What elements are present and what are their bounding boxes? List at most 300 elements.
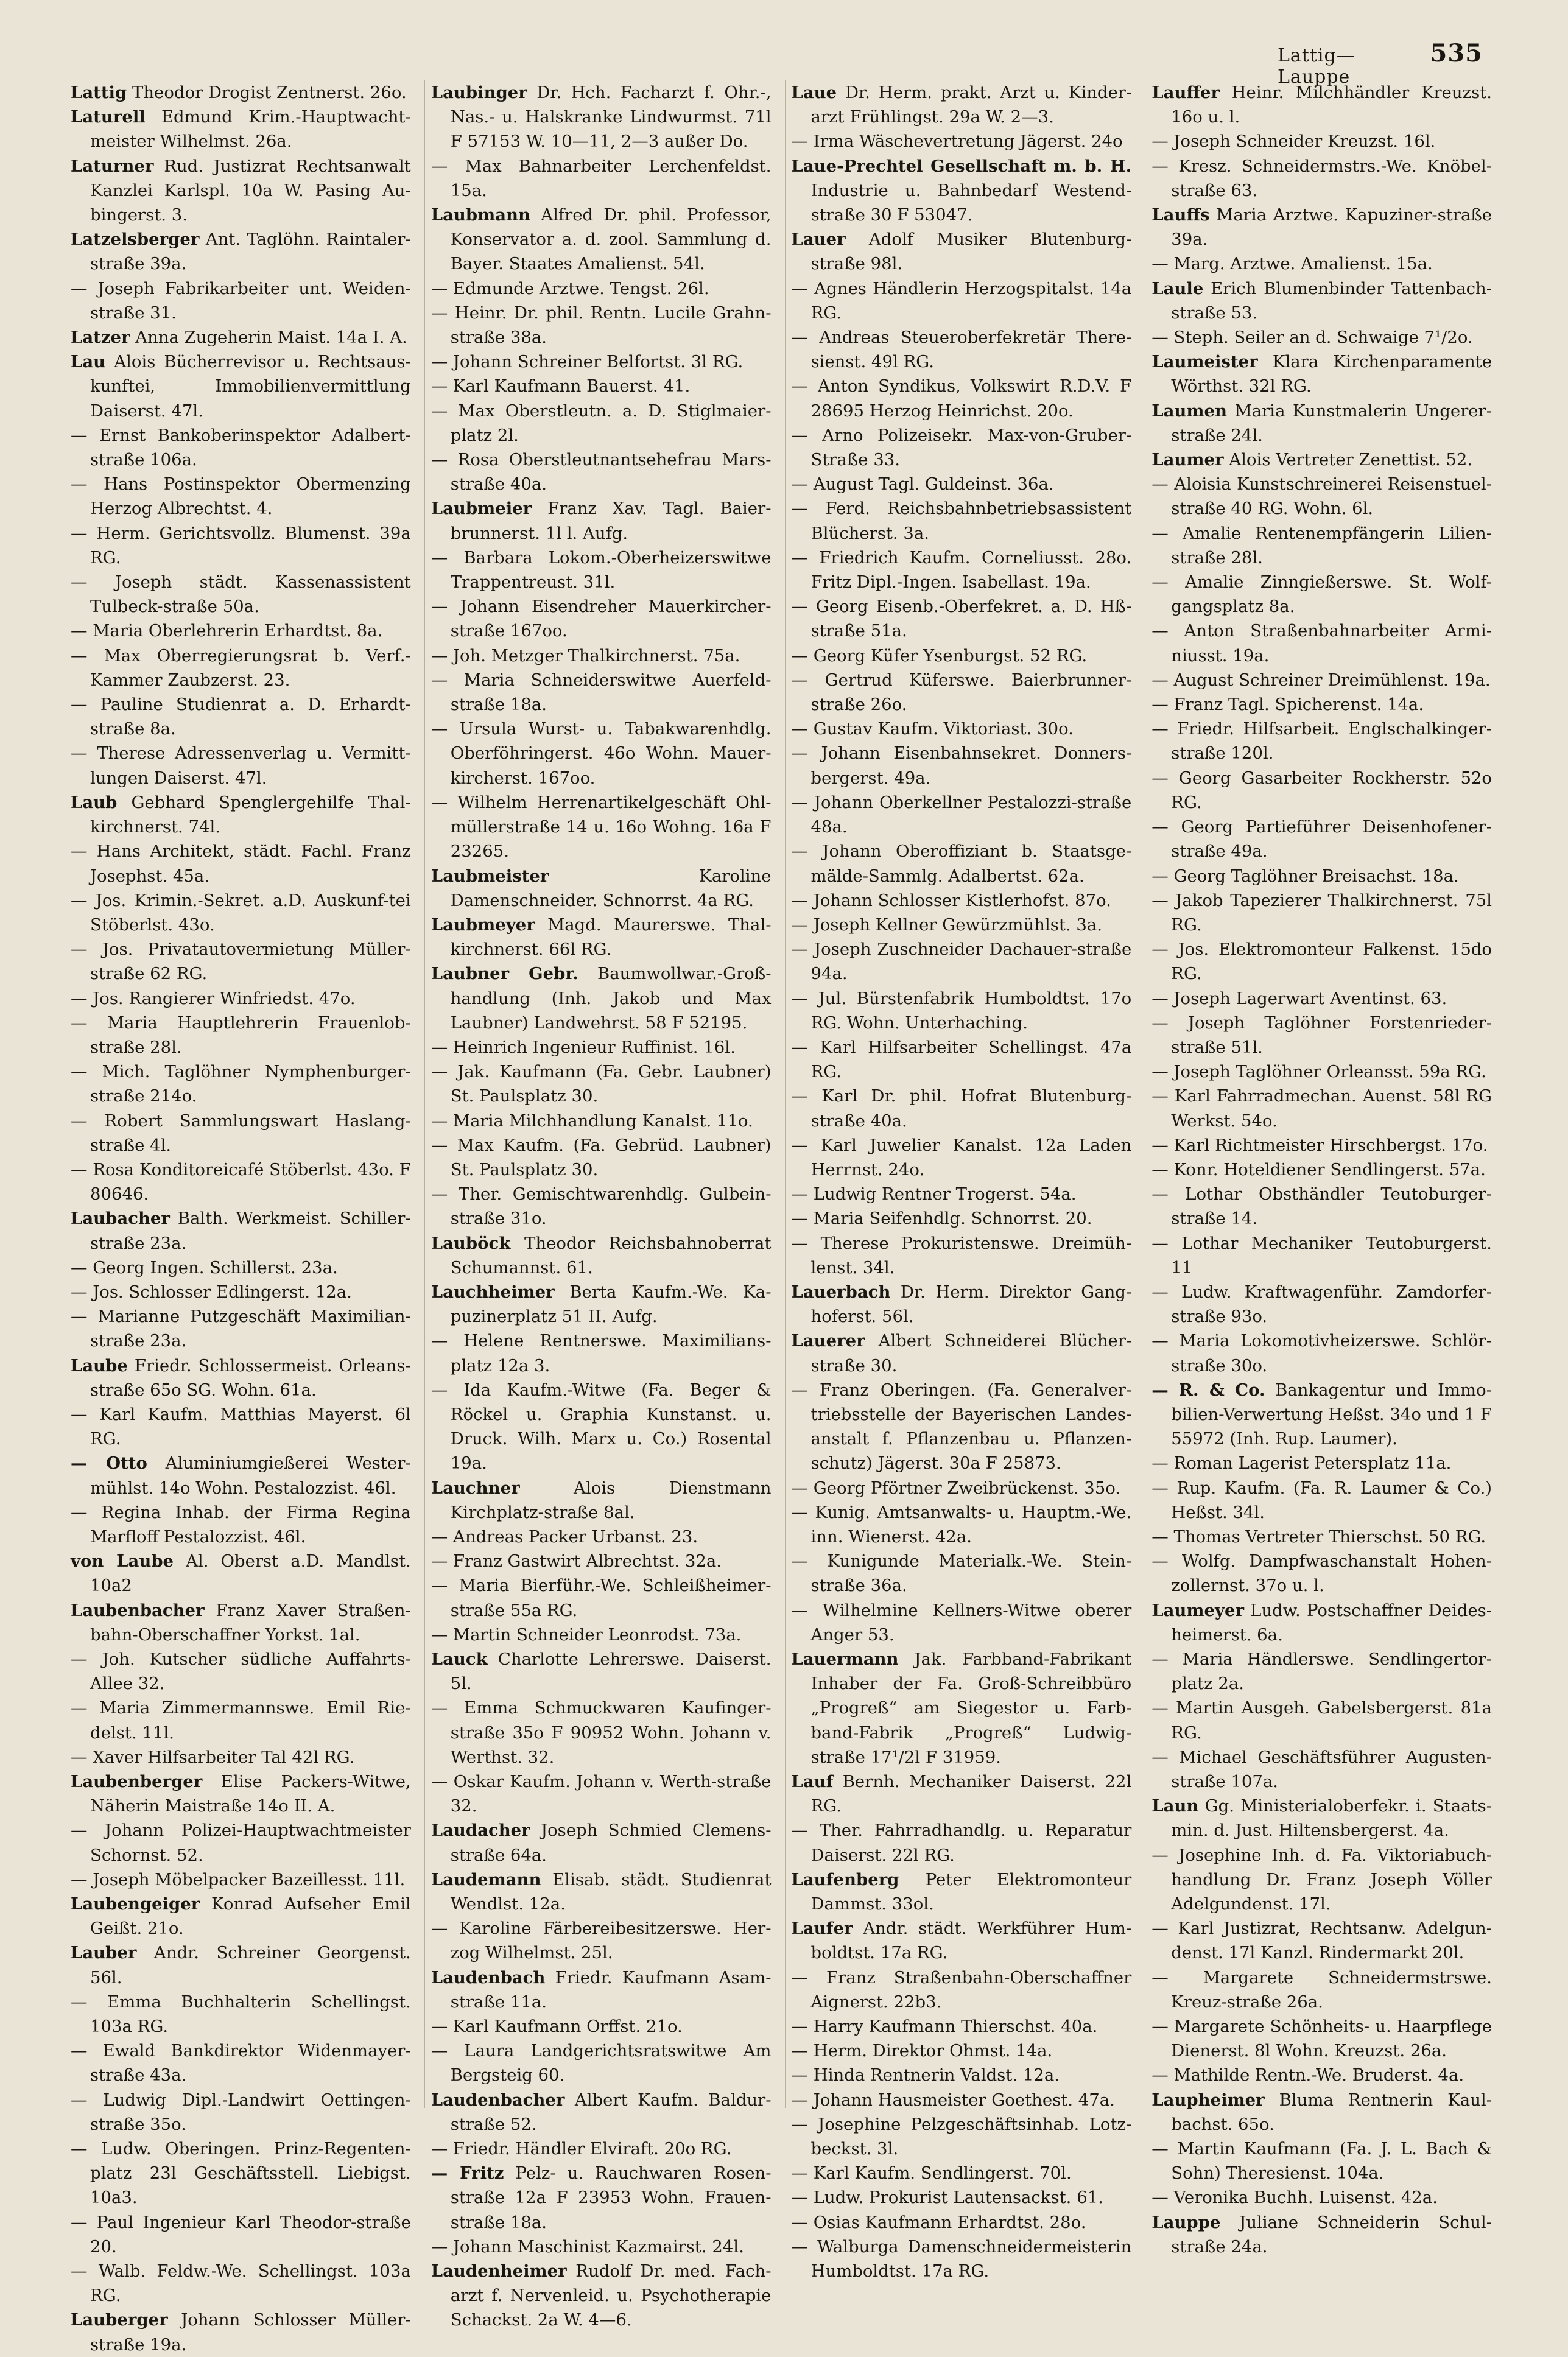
entry-text: Konr. Hoteldiener Sendlingerst. 57a. (1168, 1159, 1486, 1179)
directory-entry (792, 594, 1132, 643)
directory-entry (431, 2014, 772, 2039)
entry-name: — (791, 841, 808, 862)
entry-text: Jos. Rangierer Winfriedst. 47o. (87, 988, 356, 1008)
entry-name: Laturell (71, 107, 146, 127)
entry-text: Balth. Werkmeist. Schiller-straße 23a. (90, 1209, 411, 1253)
directory-entry (792, 668, 1132, 717)
entry-name: Lauber (71, 1943, 137, 1963)
directory-entry (1151, 717, 1492, 765)
directory-entry (431, 961, 772, 1035)
entry-name: — (1151, 1919, 1169, 1939)
entry-text: Andr. städt. Werkführer Hum-boldtst. 17a RG. (810, 1919, 1132, 1963)
entry-name: — (791, 1600, 808, 1620)
directory-entry (792, 1206, 1132, 1231)
entry-name: — (791, 719, 808, 739)
directory-entry (792, 227, 1132, 276)
entry-name: — (431, 352, 448, 372)
entry-name: Laubengeiger (71, 1894, 200, 1914)
entry-name: — (791, 988, 808, 1008)
entry-text: Ursula Wurst- u. Tabakwarenhdlg. Oberföhringerst. 46o Wohn. Mauer-kircherst. 167oo. (448, 719, 772, 788)
directory-entry (71, 1280, 411, 1304)
entry-name: — (791, 743, 808, 764)
directory-entry (792, 129, 1132, 153)
entry-name: Laumeyer (1151, 1600, 1244, 1620)
entry-name: — (431, 597, 448, 617)
directory-entry (1151, 2137, 1492, 2185)
entry-text: Emma Buchhalterin Schellingst. 103a RG. (87, 1992, 411, 2037)
entry-name: — (71, 474, 88, 494)
entry-name: — (431, 1184, 448, 1204)
entry-name: — (431, 2139, 448, 2159)
entry-text: Karoline Färbereibesitzerswe. Her-zog Wilhelmst. 25l. (448, 1919, 772, 1963)
entry-name: — (1151, 670, 1169, 690)
entry-name: — (1151, 1331, 1169, 1351)
directory-entry (1151, 1280, 1492, 1329)
entry-name: — (1151, 719, 1169, 739)
directory-entry (792, 839, 1132, 888)
entry-text: Roman Lagerist Petersplatz 11a. (1168, 1453, 1452, 1474)
entry-name: — (1151, 1967, 1169, 1987)
entry-text: Karl Richtmeister Hirschbergst. 17o. (1168, 1135, 1488, 1155)
entry-text: Theodor Reichsbahnoberrat Schumannst. 61. (450, 1233, 772, 1277)
directory-entry (1151, 1965, 1492, 2014)
entry-text: Maria Seifenhdlg. Schnorrst. 20. (808, 1209, 1092, 1229)
directory-entry (1151, 1794, 1492, 1842)
entry-name: — (1151, 1135, 1169, 1155)
entry-text: Oskar Kaufm. Johann v. Werth-straße 32. (448, 1772, 772, 1816)
entry-text: Rudolf Dr. med. Fach-arzt f. Nervenleid. u. Psychotherapie Schackst. 2a W. 4—6. (450, 2261, 772, 2330)
directory-entry (431, 1965, 772, 2014)
entry-text: Joseph Fabrikarbeiter unt. Weiden-straße 31. (87, 278, 411, 323)
directory-entry (431, 399, 772, 448)
entry-name: Laumer (1151, 450, 1224, 470)
directory-entry (792, 1598, 1132, 1647)
directory-entry (792, 2161, 1132, 2185)
entry-text: Max Oberstleutn. a. D. Stiglmaier-platz 2l. (448, 401, 772, 445)
entry-text: Joseph Möbelpacker Bazeillesst. 11l. (87, 1869, 406, 1889)
entry-name: — (431, 719, 448, 739)
directory-entry (71, 1109, 411, 1157)
entry-name: — (791, 132, 808, 152)
entry-text: Georg Eisenb.-Oberfekret. a. D. Hß-straße 51a. (808, 597, 1132, 641)
entry-name: Laudemann (431, 1869, 541, 1889)
entry-text: Ant. Taglöhn. Raintaler-straße 39a. (90, 230, 411, 274)
entry-text: Ludwig Rentner Trogerst. 54a. (808, 1184, 1077, 1204)
directory-entry (71, 2137, 411, 2210)
entry-text: Hans Postinspektor Obermenzing Herzog Albrechtst. 4. (87, 474, 411, 519)
entry-name: Laudenheimer (431, 2261, 567, 2281)
entry-name: — (1151, 2065, 1169, 2085)
entry-name: Laubinger (431, 83, 527, 102)
entry-name: — (791, 1551, 808, 1572)
entry-text: Ther. Gemischtwarenhdlg. Gulbein-straße 31o. (448, 1184, 772, 1229)
entry-name: Laub (71, 792, 118, 812)
directory-entry (431, 2235, 772, 2259)
entry-name: — (71, 988, 88, 1008)
directory-entry (71, 1549, 411, 1598)
directory-entry (431, 496, 772, 545)
directory-entry (431, 1573, 772, 1622)
directory-entry (792, 986, 1132, 1035)
entry-text: Ferd. Reichsbahnbetriebsassistent Blücherst. 3a. (808, 499, 1132, 543)
entry-text: Franz Straßenbahn-Oberschaffner Aignerst. 22b3. (808, 1967, 1132, 2012)
entry-text: Johann Oberkellner Pestalozzi-straße 48a. (808, 792, 1132, 837)
entry-name: — (1151, 523, 1169, 543)
entry-name: — R. & Co. (1151, 1380, 1265, 1400)
entry-text: Joseph Schmied Clemens-straße 64a. (450, 1821, 772, 1865)
directory-entry (71, 1990, 411, 2039)
directory-entry (1151, 815, 1492, 863)
directory-entry (1151, 1647, 1492, 1696)
entry-text: Herm. Gerichtsvollz. Blumenst. 39a RG. (87, 523, 411, 567)
directory-entry (431, 203, 772, 276)
entry-name: — (71, 621, 88, 641)
entry-name: — (71, 1869, 88, 1889)
directory-entry (1151, 1916, 1492, 1965)
entry-text: Edmunde Arztwe. Tengst. 26l. (448, 278, 709, 298)
entry-name: von Laube (71, 1551, 174, 1572)
directory-entry (1151, 1329, 1492, 1377)
entry-text: Alfred Dr. phil. Professor, Konservator a. d. zool. Sammlung d. Bayer. Staates Amalienst. 54l. (450, 205, 772, 274)
entry-text: Amalie Rentenempfängerin Lilien-straße 28l. (1168, 523, 1492, 567)
directory-entry (792, 325, 1132, 374)
entry-text: Johann Eisendreher Mauerkircher-straße 167oo. (448, 597, 772, 641)
entry-name: — (1151, 2188, 1169, 2208)
directory-entry (431, 2161, 772, 2235)
directory-entry (71, 1867, 411, 1892)
directory-entry (1151, 937, 1492, 986)
directory-entry (1151, 1378, 1492, 1452)
entry-name: Laufer (791, 1919, 853, 1939)
column-4 (1145, 80, 1496, 2257)
entry-name: Latzelsberger (71, 230, 200, 250)
entry-text: Kunigunde Materialk.-We. Stein-straße 36a. (808, 1551, 1132, 1596)
entry-name: Laudacher (431, 1821, 530, 1841)
entry-name: — (791, 1233, 808, 1253)
entry-name: Laubenberger (71, 1772, 203, 1792)
entry-name: — (1151, 1159, 1169, 1179)
entry-text: Klara Kirchenparamente Wörthst. 32l RG. (1171, 352, 1492, 396)
entry-text: Arno Polizeisekr. Max-von-Gruber-Straße 33. (808, 425, 1132, 470)
directory-entry (71, 154, 411, 228)
entry-name: — (431, 792, 448, 812)
entry-name: — (1151, 695, 1169, 715)
entry-text: Bluma Rentnerin Kaul-bachst. 65o. (1171, 2090, 1492, 2134)
entry-name: — (791, 278, 808, 298)
directory-entry (792, 1231, 1132, 1280)
entry-text: Franz Oberingen. (Fa. Generalver-triebsstelle der Bayerischen Landes-anstalt f. Pflanzenbau u. Pflanzen-schutz) Jägerst. 30a F 25873. (808, 1380, 1132, 1474)
entry-text: Johann Eisenbahnsekret. Donners-bergerst. 49a. (808, 743, 1132, 788)
directory-entry (1151, 692, 1492, 717)
entry-text: Albert Schneiderei Blücher-straße 30. (810, 1331, 1132, 1375)
directory-entry (431, 1476, 772, 1525)
entry-text: Regina Inhab. der Firma Regina Marfloff Pestalozzist. 46l. (87, 1502, 411, 1547)
directory-entry (792, 1769, 1132, 1818)
entry-name: — (71, 425, 88, 445)
entry-name: — (71, 743, 88, 764)
entry-name: — (791, 792, 808, 812)
entry-text: Veronika Buchh. Luisenst. 42a. (1168, 2188, 1438, 2208)
entry-name: Laubacher (71, 1209, 170, 1229)
directory-entry (71, 350, 411, 423)
entry-name: — (71, 1404, 88, 1424)
entry-name: Lauchner (431, 1478, 520, 1498)
entry-text: Joseph Taglöhner Orleansst. 59a RG. (1168, 1062, 1486, 1082)
directory-entry (1151, 448, 1492, 472)
entry-text: Ludw. Prokurist Lautensackst. 61. (808, 2188, 1103, 2208)
directory-entry (71, 2308, 411, 2356)
entry-name: — (71, 645, 88, 666)
directory-entry (431, 1916, 772, 1965)
entry-name: — Otto (71, 1453, 147, 1474)
directory-entry (1151, 80, 1492, 129)
entry-name: — (71, 1992, 88, 2012)
entry-name: — (791, 1086, 808, 1106)
entry-text: Adolf Musiker Blutenburg-straße 98l. (810, 230, 1132, 274)
directory-entry (431, 1769, 772, 1818)
entry-name: Laube (71, 1355, 128, 1375)
entry-name: Laudenbach (431, 1967, 546, 1987)
directory-entry (792, 374, 1132, 423)
entry-text: Friedr. Kaufmann Asam-straße 11a. (450, 1967, 772, 2012)
entry-text: Georg Gasarbeiter Rockherstr. 52o RG. (1168, 768, 1492, 812)
entry-name: — (431, 670, 448, 690)
entry-text: Joh. Kutscher südliche Auffahrts-Allee 32. (87, 1649, 411, 1694)
directory-entry (792, 1182, 1132, 1206)
column-2 (424, 80, 775, 2330)
entry-text: Bankagentur und Immo-bilien-Verwertung Heßst. 34o und 1 F 55972 (Inh. Rup. Laumer). (1171, 1380, 1492, 1449)
entry-text: Jul. Bürstenfabrik Humboldtst. 17o RG. Wohn. Unterhaching. (808, 988, 1132, 1033)
entry-text: Martin Ausgeh. Gabelsbergerst. 81a RG. (1168, 1698, 1492, 1743)
entry-name: — (431, 1551, 448, 1572)
entry-text: Albert Kaufm. Baldur-straße 52. (450, 2090, 772, 2134)
entry-text: Friedr. Schlossermeist. Orleans-straße 65o SG. Wohn. 61a. (90, 1355, 411, 1400)
entry-text: Emma Schmuckwaren Kaufinger-straße 35o F 90952 Wohn. Johann v. Werthst. 32. (448, 1698, 772, 1767)
entry-name: — (431, 278, 448, 298)
directory-entry (431, 1647, 772, 1696)
directory-entry (431, 594, 772, 643)
directory-entry (431, 1378, 772, 1476)
entry-name: — (71, 1502, 88, 1522)
entry-name: — (791, 2041, 808, 2061)
entry-name: — (431, 450, 448, 470)
entry-text: Karl Dr. phil. Hofrat Blutenburg-straße 40a. (808, 1086, 1132, 1131)
directory-entry (792, 1133, 1132, 1182)
entry-text: Rosa Konditoreicafé Stöberlst. 43o. F 80646. (87, 1159, 411, 1204)
entry-name: — (71, 940, 88, 960)
directory-entry (71, 1206, 411, 1255)
entry-text: Ida Kaufm.-Witwe (Fa. Beger & Röckel u. Graphia Kunstanst. u. Druck. Wilh. Marx u. Co.) Rosental 19a. (448, 1380, 772, 1474)
directory-entry (1151, 1133, 1492, 1157)
directory-entry (71, 1696, 411, 1744)
directory-entry (792, 1280, 1132, 1329)
entry-text: Therese Prokuristenswe. Dreimüh-lenst. 34l. (808, 1233, 1132, 1277)
entry-text: Erich Blumenbinder Tattenbach-straße 53. (1171, 278, 1492, 323)
entry-name: — (1151, 474, 1169, 494)
entry-text: Dr. Hch. Facharzt f. Ohr.-, Nas.- u. Halskranke Lindwurmst. 71l F 57153 W. 10—11, 2—3 außer Do. (450, 83, 772, 152)
directory-entry (71, 986, 411, 1011)
entry-text: Mich. Taglöhner Nymphenburger-straße 214o. (87, 1062, 411, 1106)
entry-text: Wilhelmine Kellners-Witwe oberer Anger 53. (808, 1600, 1132, 1645)
directory-entry (431, 1182, 772, 1231)
entry-name: — (1151, 940, 1169, 960)
entry-text: Dr. Herm. prakt. Arzt u. Kinder-arzt Frühlingst. 29a W. 2—3. (810, 83, 1132, 127)
entry-text: Jos. Elektromonteur Falkenst. 15do RG. (1168, 940, 1492, 984)
directory-entry (1151, 1231, 1492, 1280)
entry-text: August Schreiner Dreimühlenst. 19a. (1168, 670, 1491, 690)
entry-text: Charlotte Lehrerswe. Daiserst. 5l. (450, 1649, 772, 1694)
entry-name: — (1151, 1453, 1169, 1474)
entry-text: Industrie u. Bahnbedarf Westend-straße 30 F 53047. (810, 180, 1132, 225)
entry-text: Maria Händlerswe. Sendlingertor-platz 2a. (1168, 1649, 1492, 1694)
entry-text: Dr. Herm. Direktor Gang-hoferst. 56l. (810, 1282, 1132, 1327)
directory-entry (1151, 1598, 1492, 1647)
entry-name: — (791, 2236, 808, 2257)
directory-entry (792, 1818, 1132, 1867)
entry-text: Georg Küfer Ysenburgst. 52 RG. (808, 645, 1088, 666)
entry-text: Pelz- u. Rauchwaren Rosen-straße 12a F 23953 Wohn. Frauen-straße 18a. (450, 2163, 772, 2232)
directory-entry (71, 1354, 411, 1402)
entry-text: Helene Rentnerswe. Maximilians-platz 12a 3. (448, 1331, 772, 1375)
entry-text: Karl Juwelier Kanalst. 12a Laden Herrnst. 24o. (808, 1135, 1132, 1179)
entry-name: — (791, 1478, 808, 1498)
entry-name: — (71, 841, 88, 862)
entry-text: Johann Hausmeister Goethest. 47a. (808, 2090, 1115, 2110)
entry-name: — (71, 1307, 88, 1327)
entry-name: — (431, 2017, 448, 2037)
directory-entry (1151, 2063, 1492, 2087)
directory-entry (431, 546, 772, 594)
entry-text: Maria Kunstmalerin Ungerer-straße 24l. (1171, 401, 1492, 445)
entry-name: — (431, 1772, 448, 1792)
entry-text: Walburga Damenschneidermeisterin Humboldtst. 17a RG. (808, 2236, 1132, 2281)
entry-name: — (791, 890, 808, 910)
directory-entry (71, 1059, 411, 1108)
entry-name: — (431, 1331, 448, 1351)
entry-text: Rud. Justizrat Rechtsanwalt Kanzlei Karlspl. 10a W. Pasing Au-bingerst. 3. (90, 156, 411, 225)
directory-columns (71, 80, 1496, 2355)
entry-name: Lattig (71, 83, 127, 102)
entry-text: Johann Polizei-Hauptwachtmeister Schornst. 52. (87, 1821, 411, 1865)
directory-entry (71, 2259, 411, 2308)
entry-text: Friedr. Hilfsarbeit. Englschalkinger-straße 120l. (1168, 719, 1492, 764)
entry-text: Joseph Schneider Kreuzst. 16l. (1168, 132, 1436, 152)
entry-name: Laubner Gebr. (431, 964, 578, 984)
entry-text: Johann Schlosser Müller-straße 19a. (90, 2310, 411, 2355)
entry-name: Laumeister (1151, 352, 1258, 372)
entry-name: — (791, 1135, 808, 1155)
directory-entry (71, 1402, 411, 1451)
directory-entry (792, 913, 1132, 937)
directory-entry (71, 521, 411, 570)
entry-name: — (71, 572, 88, 592)
directory-entry (431, 1231, 772, 1280)
directory-entry (792, 2014, 1132, 2039)
entry-name: Lauchheimer (431, 1282, 555, 1302)
entry-text: Max Oberregierungsrat b. Verf.-Kammer Zaubzerst. 23. (87, 645, 411, 690)
directory-entry (792, 2185, 1132, 2210)
entry-text: Ludw. Oberingen. Prinz-Regenten-platz 23l Geschäftsstell. Liebigst. 10a3. (87, 2139, 411, 2208)
directory-entry (431, 1280, 772, 1329)
entry-name: — (791, 1967, 808, 1987)
entry-text: Wolfg. Dampfwaschanstalt Hohen-zollernst. 37o u. l. (1168, 1551, 1492, 1596)
directory-entry (71, 2039, 411, 2087)
entry-name: — (791, 1502, 808, 1522)
entry-text: Ludw. Kraftwagenführ. Zamdorfer-straße 93o. (1168, 1282, 1492, 1327)
entry-name: — (71, 2090, 88, 2110)
directory-entry (792, 80, 1132, 129)
entry-name: Lauerbach (791, 1282, 891, 1302)
directory-entry (431, 1109, 772, 1133)
directory-entry (431, 644, 772, 668)
entry-text: Alois Vertreter Zenettist. 52. (1223, 450, 1473, 470)
entry-text: Walb. Feldw.-We. Schellingst. 103a RG. (87, 2261, 411, 2306)
entry-text: Karl Hilfsarbeiter Schellingst. 47a RG. (808, 1037, 1132, 1082)
directory-entry (1151, 2210, 1492, 2259)
entry-name: Lauffs (1151, 205, 1210, 225)
directory-entry (1151, 1525, 1492, 1549)
entry-name: Laubmeister (431, 866, 549, 886)
directory-entry (431, 1035, 772, 1059)
entry-text: Maria Arztwe. Kapuziner-straße 39a. (1171, 205, 1492, 250)
directory-entry (792, 790, 1132, 839)
entry-text: Johann Maschinist Kazmairst. 24l. (448, 2236, 744, 2257)
entry-text: Margarete Schönheits- u. Haarpflege Dienerst. 8l Wohn. Kreuzst. 26a. (1168, 2017, 1492, 2061)
entry-name: — (71, 1159, 88, 1179)
entry-text: Marg. Arztwe. Amalienst. 15a. (1168, 254, 1433, 274)
directory-entry (1151, 1549, 1492, 1598)
directory-entry (792, 1476, 1132, 1500)
entry-name: — (1151, 2017, 1169, 2037)
entry-name: — (791, 670, 808, 690)
entry-text: Johann Oberoffiziant b. Staatsge-mälde-Sammlg. Adalbertst. 62a. (808, 841, 1132, 886)
entry-name: — (1151, 1184, 1169, 1204)
entry-name: — (791, 2163, 808, 2183)
entry-text: Ludw. Postschaffner Deides-heimerst. 6a. (1171, 1600, 1492, 1645)
entry-text: Maria Schneiderswitwe Auerfeld-straße 18a. (448, 670, 772, 715)
entry-name: — (431, 401, 448, 421)
entry-text: Agnes Händlerin Herzogspitalst. 14a RG. (808, 278, 1132, 323)
directory-entry (71, 472, 411, 521)
entry-text: Al. Oberst a.D. Mandlst. 10a2 (90, 1551, 411, 1596)
directory-entry (1151, 1696, 1492, 1744)
entry-text: Juliane Schneiderin Schul-straße 24a. (1171, 2212, 1492, 2257)
entry-name: — (791, 597, 808, 617)
directory-entry (1151, 1843, 1492, 1917)
directory-entry (71, 741, 411, 790)
entry-text: Harry Kaufmann Thierschst. 40a. (808, 2017, 1098, 2037)
entry-name: — (71, 1013, 88, 1033)
directory-entry (431, 1867, 772, 1916)
directory-entry (71, 937, 411, 986)
entry-name: — (791, 547, 808, 567)
entry-name: — (791, 1821, 808, 1841)
directory-entry (71, 839, 411, 888)
entry-text: Franz Tagl. Spicherenst. 14a. (1168, 695, 1424, 715)
page-range: Lattig—Lauppe (1278, 45, 1355, 88)
entry-name: Lauer (791, 230, 846, 250)
entry-text: Berta Kaufm.-We. Ka-puzinerplatz 51 II. Aufg. (450, 1282, 772, 1327)
entry-name: — (431, 1576, 448, 1596)
entry-text: Heinrich Ingenieur Ruffinist. 16l. (448, 1037, 736, 1057)
directory-entry (1151, 1745, 1492, 1794)
entry-text: Heinr. Dr. phil. Rentn. Lucile Grahn-straße 38a. (448, 303, 772, 348)
entry-text: Robert Sammlungswart Haslang-straße 4l. (87, 1111, 411, 1155)
entry-text: Joseph städt. Kassenassistent Tulbeck-straße 50a. (87, 572, 411, 617)
entry-name: — (791, 2065, 808, 2085)
entry-name: — (431, 1062, 448, 1082)
entry-text: Jos. Krimin.-Sekret. a.D. Auskunf-tei Stöberlst. 43o. (87, 890, 411, 935)
